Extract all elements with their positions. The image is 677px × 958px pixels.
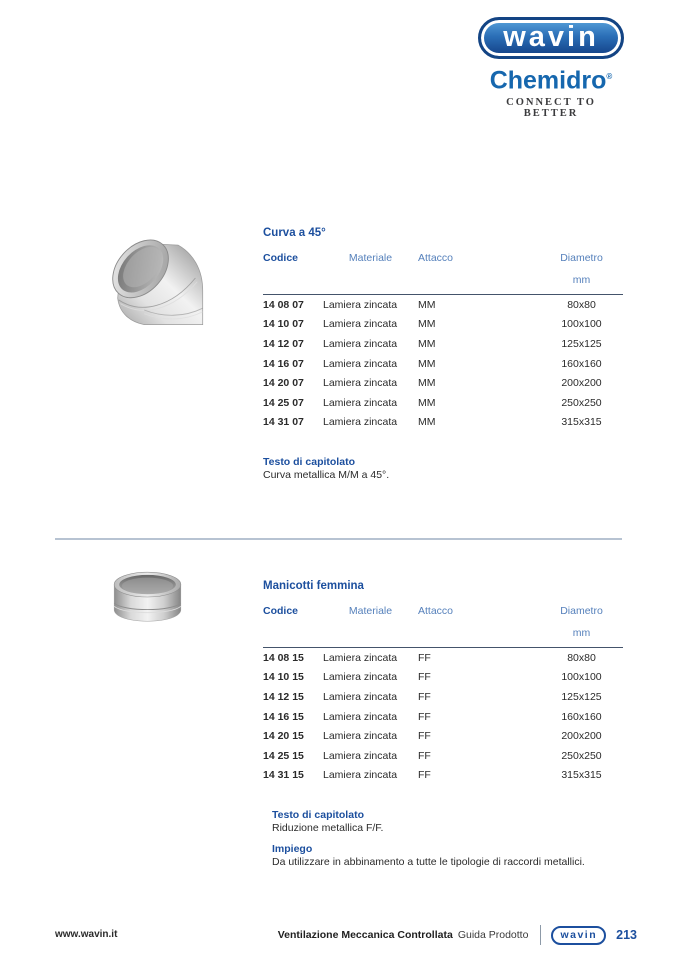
footer-right-block <box>278 925 637 945</box>
col-header-materiale: Materiale <box>348 252 393 264</box>
note-block <box>263 456 623 481</box>
product-image-sleeve-coupling <box>101 556 194 638</box>
cell-codice: 14 31 15 <box>263 769 304 782</box>
cell-codice: 14 10 07 <box>263 318 304 331</box>
cell-diametro: 80x80 <box>567 298 596 311</box>
section-curva-45 <box>263 227 623 481</box>
cell-codice: 14 31 07 <box>263 416 304 429</box>
table-row <box>263 687 623 707</box>
col-unit-mm: mm <box>540 274 623 295</box>
table-unit-row <box>263 274 623 295</box>
col-header-codice: Codice <box>263 252 299 264</box>
product-image-elbow-45 <box>93 223 221 333</box>
footer-website-link[interactable]: www.wavin.it <box>55 929 118 940</box>
cell-materiale: Lamiera zincata <box>323 671 398 684</box>
wavin-footer-logo: wavin <box>551 926 606 945</box>
cell-diametro: 100x100 <box>561 671 602 684</box>
cell-attacco: FF <box>418 769 431 782</box>
registered-mark: ® <box>606 72 613 81</box>
cell-attacco: MM <box>418 377 436 390</box>
table-row <box>263 393 623 413</box>
section-title: Curva a 45° <box>263 227 326 239</box>
table-row <box>263 334 623 354</box>
table-row <box>263 766 623 786</box>
table-row <box>263 315 623 335</box>
cell-materiale: Lamiera zincata <box>323 651 398 664</box>
product-table-curva-45 <box>263 252 623 432</box>
cell-materiale: Lamiera zincata <box>323 396 398 409</box>
cell-codice: 14 08 15 <box>263 651 304 664</box>
note-label: Testo di capitolato <box>263 456 355 469</box>
table-row <box>263 726 623 746</box>
cell-attacco: FF <box>418 671 431 684</box>
section-notes <box>272 809 623 868</box>
product-table-manicotti <box>263 605 623 785</box>
cell-diametro: 250x250 <box>561 749 602 762</box>
brand-logo-block <box>478 17 624 119</box>
cell-diametro: 250x250 <box>561 396 602 409</box>
section-title: Manicotti femmina <box>263 580 364 592</box>
cell-diametro: 80x80 <box>567 651 596 664</box>
cell-materiale: Lamiera zincata <box>323 318 398 331</box>
cell-materiale: Lamiera zincata <box>323 690 398 703</box>
cell-attacco: MM <box>418 396 436 409</box>
cell-diametro: 200x200 <box>561 377 602 390</box>
cell-materiale: Lamiera zincata <box>323 730 398 743</box>
table-row <box>263 746 623 766</box>
cell-materiale: Lamiera zincata <box>323 298 398 311</box>
footer-doc-subtitle: Guida Prodotto <box>457 929 529 941</box>
cell-attacco: MM <box>418 416 436 429</box>
cell-attacco: FF <box>418 730 431 743</box>
cell-codice: 14 20 07 <box>263 377 304 390</box>
footer-divider <box>540 925 541 945</box>
cell-diametro: 200x200 <box>561 730 602 743</box>
cell-codice: 14 25 07 <box>263 396 304 409</box>
cell-diametro: 315x315 <box>561 769 602 782</box>
cell-attacco: FF <box>418 710 431 723</box>
cell-attacco: FF <box>418 749 431 762</box>
brand-tagline: CONNECT TO BETTER <box>506 97 596 120</box>
note-block <box>272 843 623 868</box>
cell-materiale: Lamiera zincata <box>323 769 398 782</box>
col-header-attacco: Attacco <box>418 252 454 264</box>
col-header-attacco: Attacco <box>418 605 454 617</box>
cell-diametro: 160x160 <box>561 710 602 723</box>
cell-codice: 14 25 15 <box>263 749 304 762</box>
cell-attacco: FF <box>418 690 431 703</box>
cell-materiale: Lamiera zincata <box>323 710 398 723</box>
table-header-row <box>263 252 623 274</box>
table-row <box>263 648 623 668</box>
cell-diametro: 160x160 <box>561 357 602 370</box>
cell-attacco: MM <box>418 318 436 331</box>
cell-codice: 14 08 07 <box>263 298 304 311</box>
table-row <box>263 354 623 374</box>
cell-diametro: 125x125 <box>561 337 602 350</box>
note-text: Da utilizzare in abbinamento a tutte le tipologie di raccordi metallici. <box>272 856 585 869</box>
table-row <box>263 668 623 688</box>
page-number: 213 <box>616 928 637 942</box>
cell-materiale: Lamiera zincata <box>323 377 398 390</box>
cell-diametro: 125x125 <box>561 690 602 703</box>
cell-codice: 14 12 07 <box>263 337 304 350</box>
table-row <box>263 707 623 727</box>
chemidro-logo: Chemidro® <box>489 66 613 95</box>
note-label: Testo di capitolato <box>272 809 364 822</box>
cell-diametro: 315x315 <box>561 416 602 429</box>
note-block <box>272 809 623 834</box>
table-unit-row <box>263 627 623 648</box>
col-unit-mm: mm <box>540 627 623 648</box>
section-divider <box>55 538 622 540</box>
cell-attacco: MM <box>418 357 436 370</box>
cell-codice: 14 10 15 <box>263 671 304 684</box>
col-header-codice: Codice <box>263 605 299 617</box>
cell-codice: 14 16 15 <box>263 710 304 723</box>
cell-attacco: MM <box>418 337 436 350</box>
table-row <box>263 413 623 433</box>
table-header-row <box>263 605 623 627</box>
section-manicotti-femmina <box>263 580 623 868</box>
wavin-logo: wavin <box>478 17 624 59</box>
section-notes <box>263 456 623 481</box>
cell-attacco: MM <box>418 298 436 311</box>
table-row <box>263 373 623 393</box>
col-header-materiale: Materiale <box>348 605 393 617</box>
cell-diametro: 100x100 <box>561 318 602 331</box>
note-text: Riduzione metallica F/F. <box>272 822 384 835</box>
cell-codice: 14 16 07 <box>263 357 304 370</box>
col-header-diametro: Diametro <box>560 605 603 617</box>
note-label: Impiego <box>272 843 313 856</box>
footer-doc-title: Ventilazione Meccanica Controllata <box>277 929 453 941</box>
note-text: Curva metallica M/M a 45°. <box>263 469 390 482</box>
col-header-diametro: Diametro <box>560 252 603 264</box>
cell-materiale: Lamiera zincata <box>323 416 398 429</box>
cell-materiale: Lamiera zincata <box>323 337 398 350</box>
cell-materiale: Lamiera zincata <box>323 749 398 762</box>
table-row <box>263 295 623 315</box>
cell-materiale: Lamiera zincata <box>323 357 398 370</box>
cell-codice: 14 12 15 <box>263 690 304 703</box>
cell-attacco: FF <box>418 651 431 664</box>
cell-codice: 14 20 15 <box>263 730 304 743</box>
